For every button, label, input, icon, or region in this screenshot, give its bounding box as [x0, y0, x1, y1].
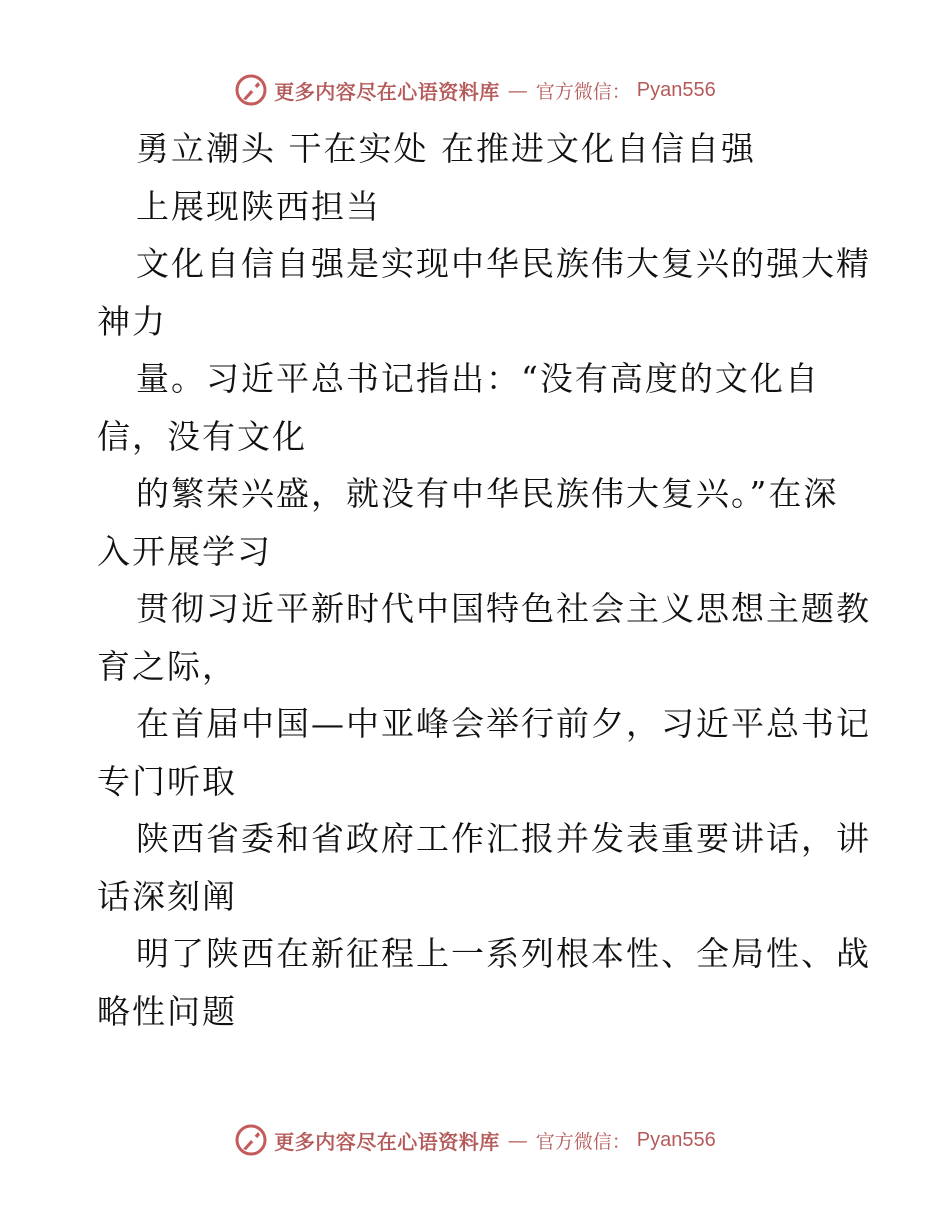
- body-line: 贯彻习近平新时代中国特色社会主义思想主题教: [136, 589, 871, 628]
- promo-text: 更多内容尽在心语资料库: [274, 79, 500, 104]
- body-line: 上展现陕西担当: [136, 186, 381, 226]
- body-line: 文化自信自强是实现中华民族伟大复兴的强大精: [136, 244, 871, 283]
- body-line: 的繁荣兴盛，就没有中华民族伟大复兴。”在深: [136, 474, 839, 513]
- promo-dash: —: [507, 78, 528, 102]
- body-line: 明了陕西在新征程上一系列根本性、全局性、战: [136, 934, 871, 973]
- body-line: 略性问题: [97, 991, 237, 1031]
- body-line: 神力: [97, 301, 167, 341]
- body-line: 陕西省委和省政府工作汇报并发表重要讲话，讲: [136, 819, 871, 858]
- wechat-label: 官方微信：: [535, 1130, 631, 1153]
- promo-text: 更多内容尽在心语资料库: [274, 1129, 500, 1154]
- body-line: 入开展学习: [97, 531, 272, 571]
- body-line: 话深刻阐: [97, 876, 237, 916]
- header-banner: [0, 70, 950, 110]
- body-line: 勇立潮头 干在实处 在推进文化自信自强: [136, 129, 756, 168]
- promo-dash: —: [507, 1128, 528, 1152]
- wechat-id: Pyan556: [636, 78, 716, 101]
- wechat-label: 官方微信：: [535, 80, 631, 103]
- document-body: [97, 120, 871, 1040]
- wechat-id: Pyan556: [636, 1128, 716, 1151]
- body-line: 量。习近平总书记指出：“没有高度的文化自: [136, 359, 820, 398]
- body-line: 信，没有文化: [97, 416, 307, 456]
- quill-logo-icon: [234, 1123, 268, 1157]
- body-line: 在首届中国—中亚峰会举行前夕，习近平总书记: [136, 704, 871, 743]
- body-line: 专门听取: [97, 761, 237, 801]
- body-line: 育之际，: [97, 646, 237, 686]
- footer-banner: [0, 1120, 950, 1160]
- quill-logo-icon: [234, 73, 268, 107]
